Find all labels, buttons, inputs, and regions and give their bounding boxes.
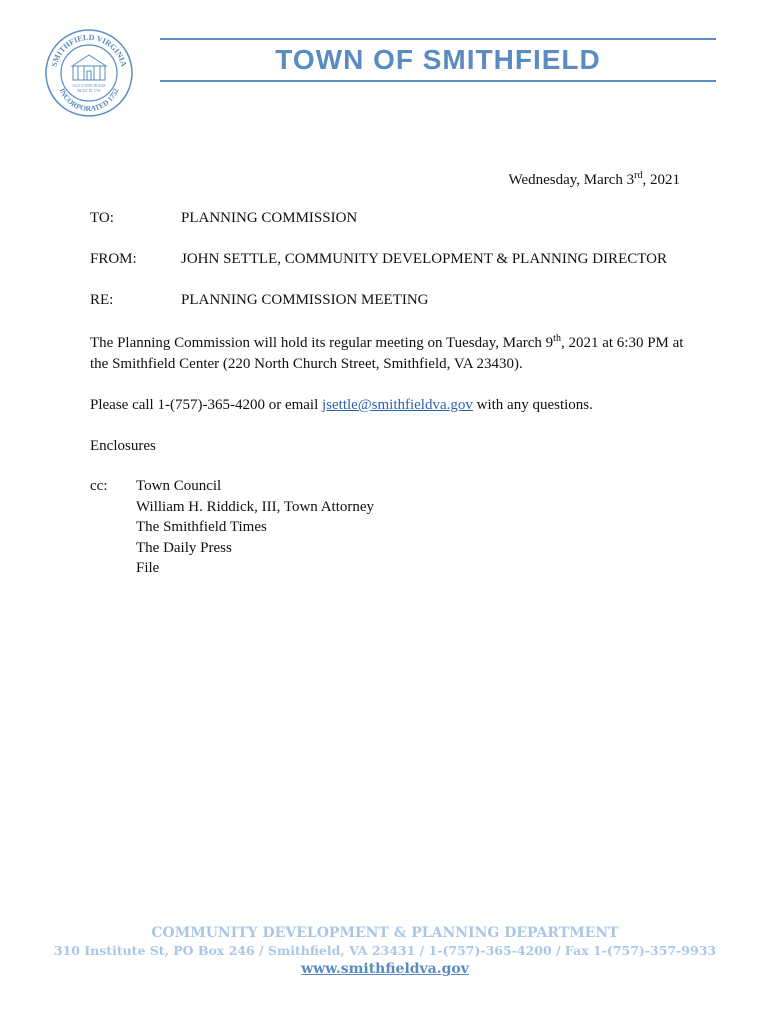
- re-value: PLANNING COMMISSION MEETING: [181, 292, 429, 308]
- to-value: PLANNING COMMISSION: [181, 210, 358, 226]
- memo-date: [508, 170, 680, 189]
- footer-department: COMMUNITY DEVELOPMENT & PLANNING DEPARTMENT: [151, 925, 619, 941]
- date-ordinal: rd: [634, 170, 643, 181]
- date-year: , 2021: [642, 172, 680, 188]
- contact-text-prefix: Please call 1-(757)-365-4200 or email: [90, 397, 323, 413]
- from-label: FROM:: [90, 251, 137, 267]
- body-text-1: The Planning Commission will hold its regular meeting on Tuesday, March 9: [90, 335, 554, 351]
- footer-address: 310 Institute St, PO Box 246 / Smithfield, VA 23431 / 1-(757)-365-4200 / Fax 1-(757)-357-9933: [53, 943, 717, 958]
- letterhead-title: TOWN OF SMITHFIELD: [275, 44, 601, 75]
- to-row: [90, 210, 357, 227]
- re-label: RE:: [90, 292, 114, 308]
- date-text: Wednesday, March 3: [508, 172, 635, 188]
- enclosures-label: Enclosures: [90, 438, 156, 454]
- contact-paragraph: [90, 395, 690, 416]
- seal-inner-text-1: OLD COURT HOUSE: [72, 84, 106, 88]
- from-value: JOHN SETTLE, COMMUNITY DEVELOPMENT & PLANNING DIRECTOR: [181, 251, 667, 267]
- cc-item: The Daily Press: [136, 539, 232, 556]
- contact-text-suffix: with any questions.: [472, 397, 593, 413]
- cc-item: Town Council: [136, 478, 222, 494]
- body-ordinal: th: [553, 333, 561, 344]
- town-seal-logo: [44, 28, 134, 118]
- body-text-2: , 2021 at 6:30 PM at the Smithfield Center (220 North Church Street, Smithfield, VA 23430).: [90, 335, 684, 372]
- seal-ring-bottom-text: INCORPORATED 1752: [57, 86, 121, 114]
- memo-body-paragraph: [90, 333, 690, 375]
- cc-list: [136, 476, 374, 579]
- seal-inner-text-2: BUILT IN 1750: [77, 89, 101, 93]
- from-row: [90, 251, 667, 268]
- cc-item: William H. Riddick, III, Town Attorney: [136, 498, 375, 515]
- seal-ring-top-text: SMITHFIELD VIRGINIA: [49, 32, 129, 68]
- banner-rule-bottom: [160, 80, 716, 82]
- re-row: [90, 292, 429, 309]
- email-link[interactable]: jsettle@smithfieldva.gov: [322, 397, 473, 413]
- cc-label: cc:: [90, 478, 108, 494]
- banner-rule-top: [160, 38, 716, 40]
- cc-item: File: [136, 560, 160, 576]
- to-label: TO:: [90, 210, 114, 226]
- cc-item: The Smithfield Times: [136, 519, 267, 535]
- footer-website-link[interactable]: www.smithfieldva.gov: [301, 961, 469, 977]
- svg-text:SMITHFIELD VIRGINIA: [50, 33, 129, 68]
